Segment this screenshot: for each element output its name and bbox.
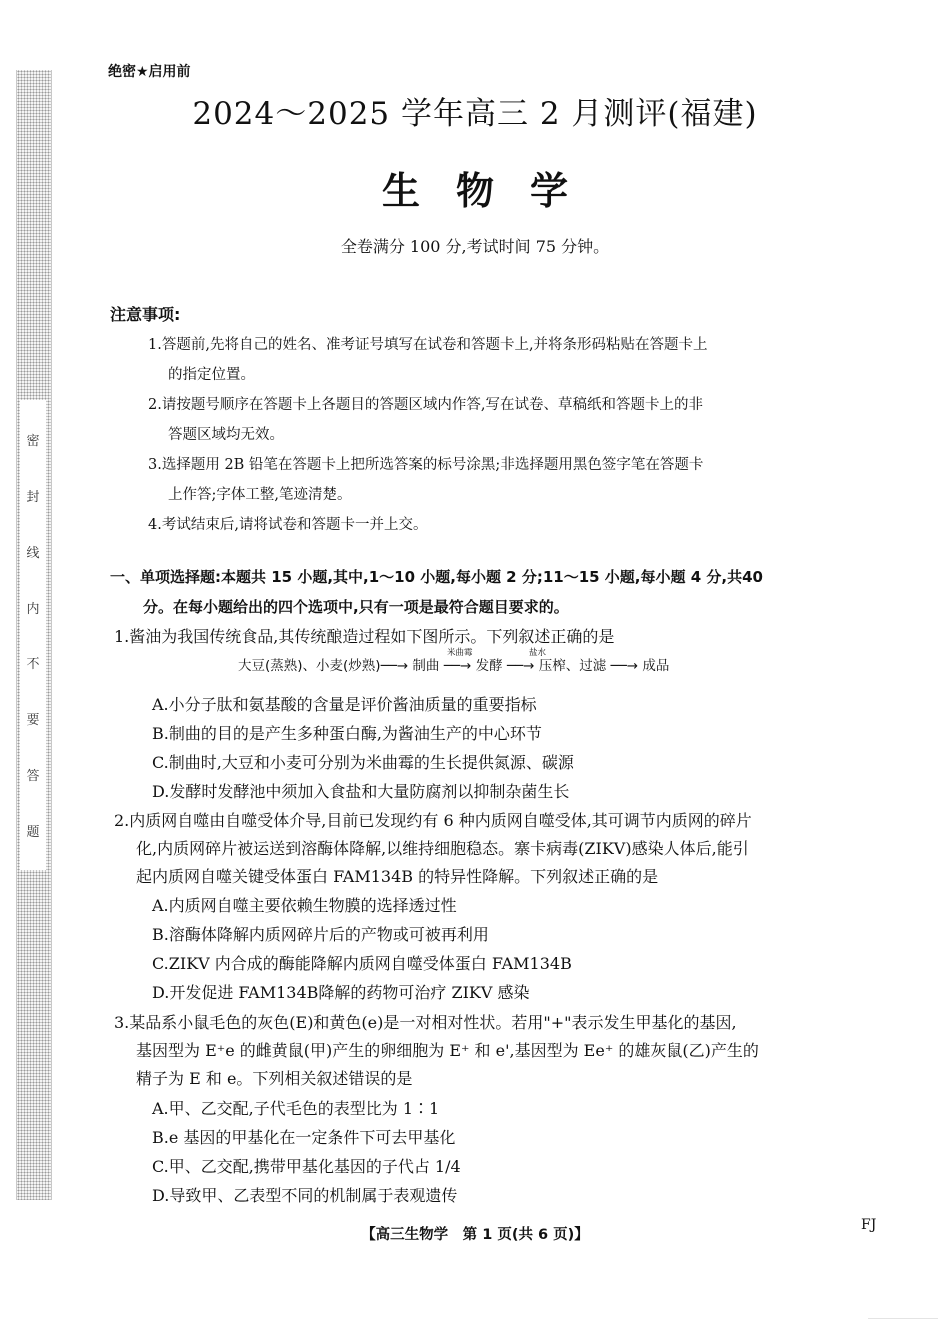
question-3-option-a: A.甲、乙交配,子代毛色的表型比为 1∶1 (152, 1099, 440, 1118)
soy-sauce-process-flow: 大豆(蒸熟)、小麦(炒熟)──→ 制曲 ──→ 发酵 ──→ 压榨、过滤 ──→ 成品 (238, 658, 670, 674)
question-3-stem: 3.某品系小鼠毛色的灰色(E)和黄色(e)是一对相对性状。若用"+"表示发生甲基化的基因, (114, 1013, 737, 1032)
notice-item-continued: 上作答;字体工整,笔迹清楚。 (168, 487, 352, 503)
question-2-option-a: A.内质网自噬主要依赖生物膜的选择透过性 (152, 896, 457, 915)
question-2-option-c: C.ZIKV 内合成的酶能降解内质网自噬受体蛋白 FAM134B (152, 954, 572, 973)
subject-title: 生物学 (381, 169, 604, 213)
question-2-option-b: B.溶酶体降解内质网碎片后的产物或可被再利用 (152, 925, 489, 944)
binding-char: 不 (26, 657, 40, 673)
binding-line-label (20, 400, 46, 870)
question-2-stem: 2.内质网自噬由自噬受体介导,目前已发现约有 6 种内质网自噬受体,其可调节内质网的碎片 (114, 811, 752, 830)
flow-arrow-label: 盐水 (529, 648, 547, 658)
binding-char: 内 (26, 601, 40, 617)
notice-item-continued: 答题区域均无效。 (168, 427, 284, 443)
notice-heading: 注意事项: (110, 305, 181, 324)
section-heading-continued: 分。在每小题给出的四个选项中,只有一项是最符合题目要求的。 (143, 598, 569, 616)
exam-title: 2024～2025 学年高三 2 月测评(福建) (192, 96, 758, 132)
binding-char: 答 (26, 769, 40, 785)
question-3-stem-continued: 基因型为 E⁺e 的雌黄鼠(甲)产生的卵细胞为 E⁺ 和 e',基因型为 Ee⁺ 的雄灰鼠(乙)产生的 (136, 1041, 759, 1060)
question-1-option-a: A.小分子肽和氨基酸的含量是评价酱油质量的重要指标 (152, 695, 537, 714)
question-1-option-b: B.制曲的目的是产生多种蛋白酶,为酱油生产的中心环节 (152, 724, 542, 743)
question-3-option-c: C.甲、乙交配,携带甲基化基因的子代占 1/4 (152, 1157, 461, 1176)
confidential-mark: 绝密★启用前 (108, 64, 191, 80)
question-3-option-d: D.导致甲、乙表型不同的机制属于表观遗传 (152, 1186, 458, 1205)
notice-item: 1.答题前,先将自己的姓名、准考证号填写在试卷和答题卡上,并将条形码粘贴在答题卡上 (148, 337, 708, 353)
notice-item-continued: 的指定位置。 (168, 367, 255, 383)
question-3-stem-continued: 精子为 E 和 e。下列相关叙述错误的是 (136, 1069, 413, 1088)
section-heading: 一、单项选择题:本题共 15 小题,其中,1～10 小题,每小题 2 分;11～15 小题,每小题 4 分,共40 (110, 568, 763, 586)
binding-char: 封 (26, 489, 40, 505)
notice-item: 3.选择题用 2B 铅笔在答题卡上把所选答案的标号涂黑;非选择题用黑色签字笔在答题卡 (148, 457, 704, 473)
flow-arrow-label: 米曲霉 (447, 648, 473, 658)
binding-char: 线 (26, 545, 40, 561)
notice-item: 2.请按题号顺序在答题卡上各题目的答题区域内作答,写在试卷、草稿纸和答题卡上的非 (148, 397, 703, 413)
question-1-stem: 1.酱油为我国传统食品,其传统酿造过程如下图所示。下列叙述正确的是 (114, 627, 615, 646)
binding-char: 要 (26, 713, 40, 729)
question-2-stem-continued: 化,内质网碎片被运送到溶酶体降解,以维持细胞稳态。寨卡病毒(ZIKV)感染人体后,能引 (136, 839, 749, 858)
region-code: FJ (861, 1217, 877, 1233)
page-footer: 【高三生物学 第 1 页(共 6 页)】 (361, 1227, 589, 1243)
question-1-option-c: C.制曲时,大豆和小麦可分别为米曲霉的生长提供氮源、碳源 (152, 753, 574, 772)
scan-edge-mark (868, 1296, 938, 1319)
question-1-option-d: D.发酵时发酵池中须加入食盐和大量防腐剂以抑制杂菌生长 (152, 782, 570, 801)
notice-item: 4.考试结束后,请将试卷和答题卡一并上交。 (148, 517, 428, 533)
question-2-stem-continued: 起内质网自噬关键受体蛋白 FAM134B 的特异性降解。下列叙述正确的是 (136, 867, 659, 886)
exam-info: 全卷满分 100 分,考试时间 75 分钟。 (340, 237, 610, 256)
question-3-option-b: B.e 基因的甲基化在一定条件下可去甲基化 (152, 1128, 456, 1147)
question-2-option-d: D.开发促进 FAM134B降解的药物可治疗 ZIKV 感染 (152, 983, 530, 1002)
binding-char: 题 (26, 824, 40, 840)
binding-char: 密 (26, 434, 40, 449)
